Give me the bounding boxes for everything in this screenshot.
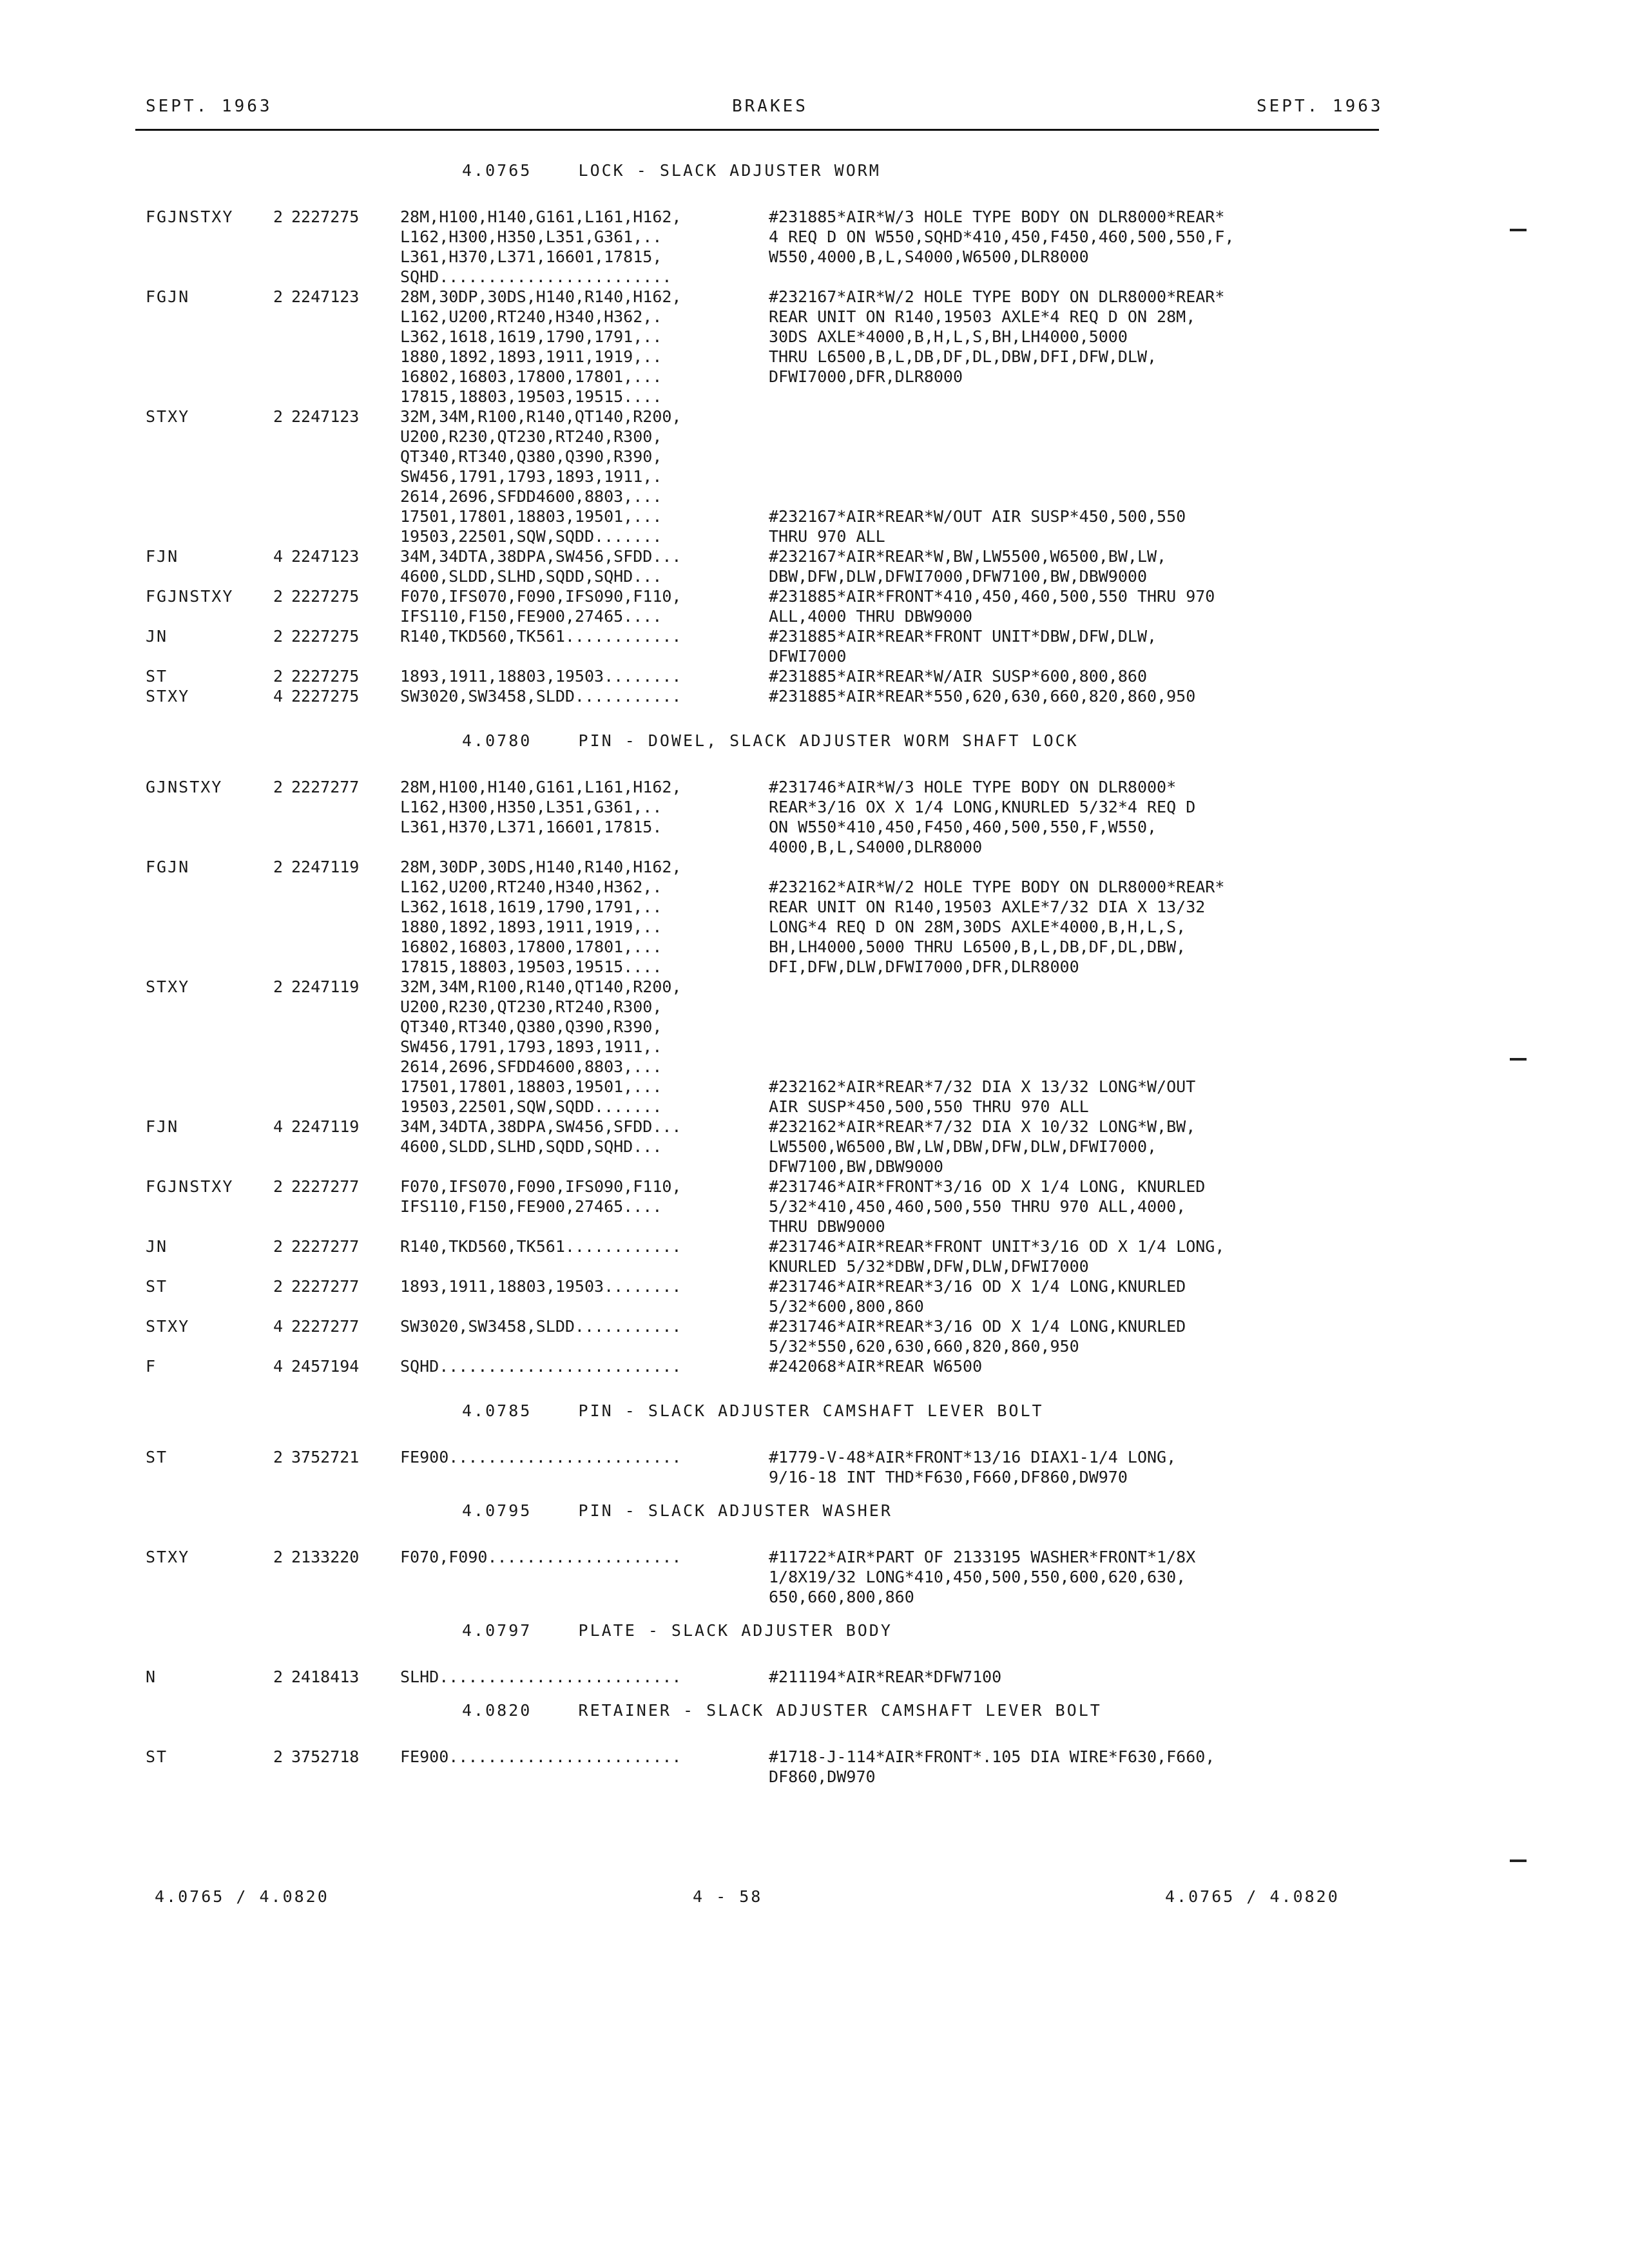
model-list: FE900........................ (400, 1448, 682, 1466)
catalog-line (0, 287, 1629, 307)
quantity: 4 (273, 1357, 284, 1376)
margin-mark (1510, 229, 1527, 231)
quantity: 2 (273, 1448, 284, 1466)
quantity: 2 (273, 667, 284, 686)
quantity: 4 (273, 687, 284, 706)
description: THRU DBW9000 (769, 1217, 885, 1236)
model-list: L361,H370,L371,16601,17815, (400, 247, 662, 266)
quantity: 2 (273, 858, 284, 876)
catalog-line (0, 1747, 1629, 1767)
catalog-line (0, 798, 1629, 818)
catalog-line (0, 778, 1629, 798)
model-code: FGJN (146, 287, 190, 306)
description: #232167*AIR*REAR*W/OUT AIR SUSP*450,500,550 (769, 507, 1186, 526)
catalog-line (0, 997, 1629, 1017)
model-list: 28M,30DP,30DS,H140,R140,H162, (400, 858, 682, 876)
part-number: 2457194 (291, 1357, 360, 1376)
description: #232167*AIR*REAR*W,BW,LW5500,W6500,BW,LW, (769, 547, 1167, 566)
catalog-line (0, 1197, 1629, 1217)
catalog-line (0, 918, 1629, 937)
model-list: 28M,30DP,30DS,H140,R140,H162, (400, 287, 682, 306)
catalog-line (0, 957, 1629, 977)
quantity: 2 (273, 778, 284, 796)
model-list: SW3020,SW3458,SLDD........... (400, 687, 682, 706)
model-list: 19503,22501,SQW,SQDD....... (400, 1097, 662, 1116)
model-list: SW456,1791,1793,1893,1911,. (400, 467, 662, 486)
quantity: 4 (273, 547, 284, 566)
description: #231746*AIR*W/3 HOLE TYPE BODY ON DLR8000* (769, 778, 1177, 796)
catalog-line (0, 627, 1629, 647)
description: ON W550*410,450,F450,460,500,550,F,W550, (769, 818, 1157, 836)
model-code: STXY (146, 687, 190, 706)
model-code: STXY (146, 977, 190, 996)
catalog-line (0, 207, 1629, 227)
description: THRU L6500,B,L,DB,DF,DL,DBW,DFI,DFW,DLW, (769, 347, 1157, 366)
model-list: R140,TKD560,TK561............ (400, 1237, 682, 1256)
model-list: F070,F090.................... (400, 1548, 682, 1566)
catalog-line (0, 667, 1629, 687)
catalog-line (0, 838, 1629, 858)
description: #1779-V-48*AIR*FRONT*13/16 DIAX1-1/4 LONG, (769, 1448, 1177, 1466)
model-code: GJNSTXY (146, 778, 223, 796)
model-list: U200,R230,QT230,RT240,R300, (400, 427, 662, 446)
catalog-line (0, 1568, 1629, 1588)
quantity: 2 (273, 977, 284, 996)
catalog-line (0, 1157, 1629, 1177)
model-code: STXY (146, 407, 190, 426)
model-list: SQHD......................... (400, 1357, 682, 1376)
part-number: 2227277 (291, 1317, 360, 1336)
catalog-line (0, 1257, 1629, 1277)
catalog-line (0, 1468, 1629, 1488)
quantity: 2 (273, 1177, 284, 1196)
part-number: 3752718 (291, 1747, 360, 1766)
quantity: 2 (273, 1747, 284, 1766)
catalog-line (0, 267, 1629, 287)
catalog-line (0, 367, 1629, 387)
description: #11722*AIR*PART OF 2133195 WASHER*FRONT*1/8X (769, 1548, 1196, 1566)
model-list: L162,U200,RT240,H340,H362,. (400, 307, 662, 326)
part-number: 2227277 (291, 1177, 360, 1196)
model-list: 19503,22501,SQW,SQDD....... (400, 527, 662, 546)
description: #232162*AIR*W/2 HOLE TYPE BODY ON DLR8000*REAR* (769, 878, 1225, 896)
catalog-line (0, 858, 1629, 878)
description: 9/16-18 INT THD*F630,F660,DF860,DW970 (769, 1468, 1128, 1486)
catalog-line (0, 1767, 1629, 1787)
catalog-line (0, 1097, 1629, 1117)
description: #231746*AIR*FRONT*3/16 OD X 1/4 LONG, KNURLED (769, 1177, 1206, 1196)
model-code: FGJNSTXY (146, 1177, 234, 1196)
catalog-line (0, 898, 1629, 918)
part-number: 2227277 (291, 1237, 360, 1256)
footer-right-range: 4.0765 / 4.0820 (1165, 1887, 1340, 1906)
part-number: 2247119 (291, 977, 360, 996)
catalog-line (0, 1297, 1629, 1317)
quantity: 2 (273, 627, 284, 646)
part-number: 2227275 (291, 587, 360, 606)
catalog-line (0, 1317, 1629, 1337)
model-code: FGJN (146, 858, 190, 876)
catalog-line (0, 447, 1629, 467)
model-list: 34M,34DTA,38DPA,SW456,SFDD... (400, 547, 682, 566)
model-code: FGJNSTXY (146, 587, 234, 606)
footer-left-range: 4.0765 / 4.0820 (155, 1887, 329, 1906)
catalog-line (0, 1077, 1629, 1097)
part-number: 2247123 (291, 547, 360, 566)
catalog-line (0, 1588, 1629, 1608)
quantity: 2 (273, 1667, 284, 1686)
description: #232167*AIR*W/2 HOLE TYPE BODY ON DLR8000*REAR* (769, 287, 1225, 306)
description: 30DS AXLE*4000,B,H,L,S,BH,LH4000,5000 (769, 327, 1128, 346)
part-number: 3752721 (291, 1448, 360, 1466)
description: #231746*AIR*REAR*3/16 OD X 1/4 LONG,KNURLED (769, 1317, 1186, 1336)
description: DFI,DFW,DLW,DFWI7000,DFR,DLR8000 (769, 957, 1079, 976)
quantity: 2 (273, 587, 284, 606)
description: 4 REQ D ON W550,SQHD*410,450,F450,460,500,550,F, (769, 227, 1235, 246)
catalog-line (0, 607, 1629, 627)
description: #232162*AIR*REAR*7/32 DIA X 10/32 LONG*W,BW, (769, 1117, 1196, 1136)
quantity: 2 (273, 1277, 284, 1296)
catalog-line (0, 1137, 1629, 1157)
catalog-line (0, 467, 1629, 487)
model-list: SLHD......................... (400, 1667, 682, 1686)
catalog-line (0, 1037, 1629, 1057)
catalog-line (0, 687, 1629, 707)
model-list: 4600,SLDD,SLHD,SQDD,SQHD... (400, 1137, 662, 1156)
model-list: 16802,16803,17800,17801,... (400, 937, 662, 956)
description: 1/8X19/32 LONG*410,450,500,550,600,620,630, (769, 1568, 1186, 1586)
description: REAR*3/16 OX X 1/4 LONG,KNURLED 5/32*4 REQ D (769, 798, 1196, 816)
model-code: F (146, 1357, 157, 1376)
model-list: L162,H300,H350,L351,G361,.. (400, 227, 662, 246)
description: KNURLED 5/32*DBW,DFW,DLW,DFWI7000 (769, 1257, 1089, 1276)
catalog-line (0, 647, 1629, 667)
model-list: SQHD........................ (400, 267, 672, 286)
description: 5/32*600,800,860 (769, 1297, 924, 1316)
model-list: FE900........................ (400, 1747, 682, 1766)
model-list: 32M,34M,R100,R140,QT140,R200, (400, 407, 682, 426)
description: 5/32*550,620,630,660,820,860,950 (769, 1337, 1079, 1356)
model-list: L162,U200,RT240,H340,H362,. (400, 878, 662, 896)
description: #231885*AIR*FRONT*410,450,460,500,550 THRU 970 (769, 587, 1215, 606)
quantity: 2 (273, 287, 284, 306)
catalog-line (0, 878, 1629, 898)
description: #231885*AIR*REAR*FRONT UNIT*DBW,DFW,DLW, (769, 627, 1157, 646)
model-code: STXY (146, 1548, 190, 1566)
model-list: SW3020,SW3458,SLDD........... (400, 1317, 682, 1336)
part-number: 2133220 (291, 1548, 360, 1566)
description: AIR SUSP*450,500,550 THRU 970 ALL (769, 1097, 1089, 1116)
model-code: ST (146, 1747, 168, 1766)
catalog-line (0, 1237, 1629, 1257)
model-list: F070,IFS070,F090,IFS090,F110, (400, 587, 682, 606)
section-title: 4.0820 RETAINER - SLACK ADJUSTER CAMSHAFT LEVER BOLT (462, 1701, 1102, 1720)
footer-page-number: 4 - 58 (693, 1887, 763, 1906)
quantity: 2 (273, 407, 284, 426)
section-title: 4.0785 PIN - SLACK ADJUSTER CAMSHAFT LEVER BOLT (462, 1401, 1044, 1420)
part-number: 2227275 (291, 667, 360, 686)
catalog-line (0, 507, 1629, 527)
part-number: 2227275 (291, 207, 360, 226)
margin-mark (1510, 1860, 1527, 1862)
model-list: L361,H370,L371,16601,17815. (400, 818, 662, 836)
part-number: 2247119 (291, 858, 360, 876)
description: LONG*4 REQ D ON 28M,30DS AXLE*4000,B,H,L,S, (769, 918, 1186, 936)
catalog-line (0, 1217, 1629, 1237)
model-list: 1893,1911,18803,19503........ (400, 667, 682, 686)
model-list: 32M,34M,R100,R140,QT140,R200, (400, 977, 682, 996)
quantity: 4 (273, 1317, 284, 1336)
description: 4000,B,L,S4000,DLR8000 (769, 838, 983, 856)
catalog-line (0, 587, 1629, 607)
part-number: 2227275 (291, 687, 360, 706)
catalog-line (0, 1448, 1629, 1468)
catalog-line (0, 307, 1629, 327)
quantity: 2 (273, 207, 284, 226)
catalog-line (0, 1667, 1629, 1687)
description: DFWI7000,DFR,DLR8000 (769, 367, 963, 386)
model-code: ST (146, 1448, 168, 1466)
model-code: FGJNSTXY (146, 207, 234, 226)
model-list: QT340,RT340,Q380,Q390,R390, (400, 447, 662, 466)
description: THRU 970 ALL (769, 527, 885, 546)
catalog-line (0, 487, 1629, 507)
catalog-line (0, 1277, 1629, 1297)
part-number: 2247123 (291, 407, 360, 426)
part-number: 2418413 (291, 1667, 360, 1686)
model-list: F070,IFS070,F090,IFS090,F110, (400, 1177, 682, 1196)
part-number: 2227277 (291, 1277, 360, 1296)
section-title: 4.0795 PIN - SLACK ADJUSTER WASHER (462, 1501, 892, 1520)
description: ALL,4000 THRU DBW9000 (769, 607, 973, 626)
model-list: 34M,34DTA,38DPA,SW456,SFDD... (400, 1117, 682, 1136)
description: #231746*AIR*REAR*3/16 OD X 1/4 LONG,KNURLED (769, 1277, 1186, 1296)
model-code: FJN (146, 547, 179, 566)
catalog-line (0, 818, 1629, 838)
catalog-line (0, 1177, 1629, 1197)
margin-mark (1510, 1058, 1527, 1061)
model-code: JN (146, 627, 168, 646)
model-code: N (146, 1667, 157, 1686)
catalog-line (0, 1117, 1629, 1137)
description: LW5500,W6500,BW,LW,DBW,DFW,DLW,DFWI7000, (769, 1137, 1157, 1156)
model-list: IFS110,F150,FE900,27465.... (400, 1197, 662, 1216)
description: DBW,DFW,DLW,DFWI7000,DFW7100,BW,DBW9000 (769, 567, 1147, 586)
header-section-title: BRAKES (732, 97, 808, 116)
catalog-line (0, 527, 1629, 547)
catalog-line (0, 1548, 1629, 1568)
description: #242068*AIR*REAR W6500 (769, 1357, 983, 1376)
model-code: FJN (146, 1117, 179, 1136)
catalog-line (0, 977, 1629, 997)
model-list: 28M,H100,H140,G161,L161,H162, (400, 778, 682, 796)
model-list: L362,1618,1619,1790,1791,.. (400, 327, 662, 346)
section-title: 4.0780 PIN - DOWEL, SLACK ADJUSTER WORM SHAFT LOCK (462, 731, 1079, 750)
model-list: 17501,17801,18803,19501,... (400, 507, 662, 526)
catalog-line (0, 227, 1629, 247)
catalog-line (0, 1057, 1629, 1077)
description: #231746*AIR*REAR*FRONT UNIT*3/16 OD X 1/4 LONG, (769, 1237, 1225, 1256)
catalog-line (0, 567, 1629, 587)
part-number: 2247123 (291, 287, 360, 306)
model-list: 2614,2696,SFDD4600,8803,... (400, 1057, 662, 1076)
model-list: 4600,SLDD,SLHD,SQDD,SQHD... (400, 567, 662, 586)
catalog-line (0, 547, 1629, 567)
model-code: ST (146, 1277, 168, 1296)
part-number: 2247119 (291, 1117, 360, 1136)
section-title: 4.0797 PLATE - SLACK ADJUSTER BODY (462, 1621, 892, 1640)
description: REAR UNIT ON R140,19503 AXLE*7/32 DIA X 13/32 (769, 898, 1206, 916)
model-list: IFS110,F150,FE900,27465.... (400, 607, 662, 626)
catalog-line (0, 407, 1629, 427)
catalog-line (0, 427, 1629, 447)
section-title: 4.0765 LOCK - SLACK ADJUSTER WORM (462, 161, 881, 180)
catalog-line (0, 1017, 1629, 1037)
model-code: JN (146, 1237, 168, 1256)
model-list: R140,TKD560,TK561............ (400, 627, 682, 646)
description: DFW7100,BW,DBW9000 (769, 1157, 943, 1176)
catalog-line (0, 937, 1629, 957)
model-code: STXY (146, 1317, 190, 1336)
header-left-date: SEPT. 1963 (146, 97, 273, 116)
part-number: 2227275 (291, 627, 360, 646)
model-list: 1893,1911,18803,19503........ (400, 1277, 682, 1296)
model-code: ST (146, 667, 168, 686)
model-list: 28M,H100,H140,G161,L161,H162, (400, 207, 682, 226)
catalog-line (0, 247, 1629, 267)
catalog-line (0, 1337, 1629, 1357)
model-list: L362,1618,1619,1790,1791,.. (400, 898, 662, 916)
description: #231885*AIR*REAR*W/AIR SUSP*600,800,860 (769, 667, 1147, 686)
model-list: QT340,RT340,Q380,Q390,R390, (400, 1017, 662, 1036)
quantity: 4 (273, 1117, 284, 1136)
description: 5/32*410,450,460,500,550 THRU 970 ALL,4000, (769, 1197, 1186, 1216)
description: #1718-J-114*AIR*FRONT*.105 DIA WIRE*F630,F660, (769, 1747, 1215, 1766)
header-rule (135, 129, 1379, 131)
description: #231885*AIR*REAR*550,620,630,660,820,860,950 (769, 687, 1196, 706)
model-list: 17815,18803,19503,19515.... (400, 387, 662, 406)
header-right-date: SEPT. 1963 (1257, 97, 1383, 116)
description: #232162*AIR*REAR*7/32 DIA X 13/32 LONG*W/OUT (769, 1077, 1196, 1096)
part-number: 2227277 (291, 778, 360, 796)
catalog-line (0, 327, 1629, 347)
model-list: L162,H300,H350,L351,G361,.. (400, 798, 662, 816)
model-list: 17815,18803,19503,19515.... (400, 957, 662, 976)
description: BH,LH4000,5000 THRU L6500,B,L,DB,DF,DL,DBW, (769, 937, 1186, 956)
model-list: 17501,17801,18803,19501,... (400, 1077, 662, 1096)
quantity: 2 (273, 1237, 284, 1256)
model-list: U200,R230,QT230,RT240,R300, (400, 997, 662, 1016)
model-list: 1880,1892,1893,1911,1919,.. (400, 347, 662, 366)
description: REAR UNIT ON R140,19503 AXLE*4 REQ D ON 28M, (769, 307, 1196, 326)
description: W550,4000,B,L,S4000,W6500,DLR8000 (769, 247, 1089, 266)
model-list: 1880,1892,1893,1911,1919,.. (400, 918, 662, 936)
catalog-line (0, 387, 1629, 407)
quantity: 2 (273, 1548, 284, 1566)
catalog-line (0, 347, 1629, 367)
description: #211194*AIR*REAR*DFW7100 (769, 1667, 1002, 1686)
description: DFWI7000 (769, 647, 847, 666)
description: DF860,DW970 (769, 1767, 876, 1786)
model-list: 16802,16803,17800,17801,... (400, 367, 662, 386)
model-list: SW456,1791,1793,1893,1911,. (400, 1037, 662, 1056)
description: 650,660,800,860 (769, 1588, 914, 1606)
model-list: 2614,2696,SFDD4600,8803,... (400, 487, 662, 506)
description: #231885*AIR*W/3 HOLE TYPE BODY ON DLR8000*REAR* (769, 207, 1225, 226)
catalog-line (0, 1357, 1629, 1377)
